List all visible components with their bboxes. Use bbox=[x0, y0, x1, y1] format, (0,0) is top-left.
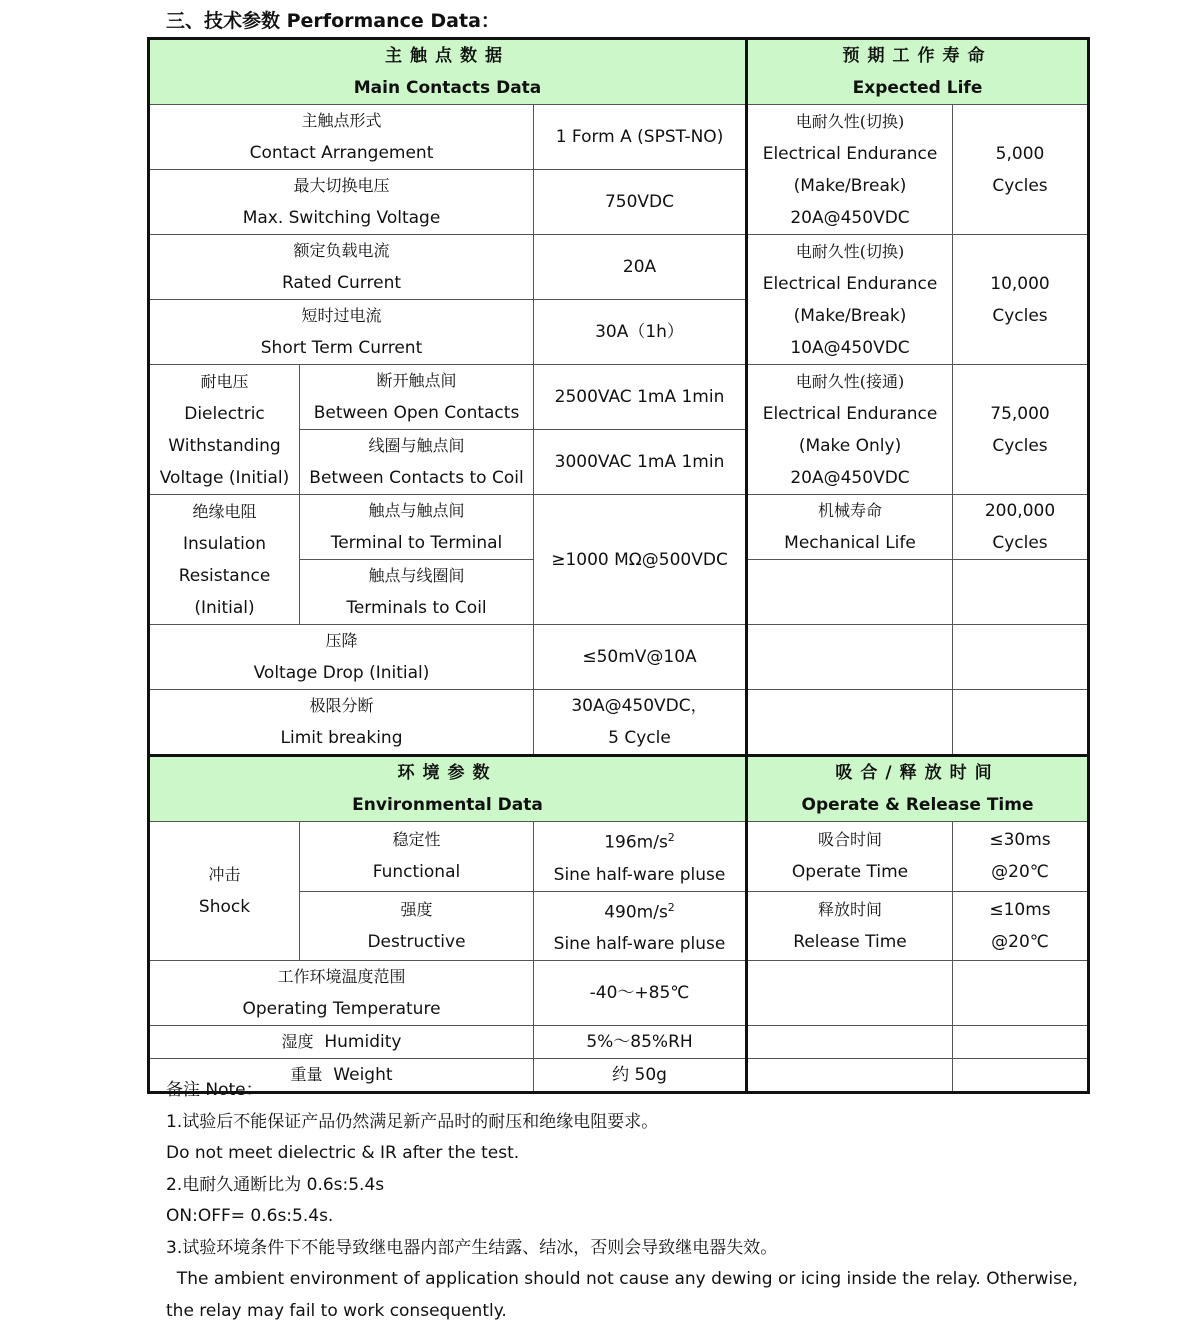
contact-arrangement-label: 主触点形式 Contact Arrangement bbox=[149, 105, 534, 170]
weight-value: 约 50g bbox=[534, 1059, 747, 1093]
shock-destructive-label: 强度 Destructive bbox=[300, 891, 534, 961]
note-line: 2.电耐久通断比为 0.6s:5.4s bbox=[166, 1174, 385, 1195]
limit-breaking-label: 极限分断 Limit breaking bbox=[149, 690, 534, 756]
operate-release-header: 吸合/释放时间 Operate & Release Time bbox=[747, 756, 1089, 822]
life-label-3: 电耐久性(接通) Electrical Endurance (Make Only) 20A@450VDC bbox=[747, 365, 953, 495]
voltage-drop-value: ≤50mV@10A bbox=[534, 625, 747, 690]
main-contacts-header: 主触点数据 Main Contacts Data bbox=[149, 39, 747, 105]
performance-table bbox=[147, 37, 1090, 1094]
mechanical-life-label: 机械寿命 Mechanical Life bbox=[747, 495, 953, 560]
insulation-coil-label: 触点与线圈间 Terminals to Coil bbox=[300, 560, 534, 625]
shock-functional-value: $196m/s^2$ Sine half-ware pluse bbox=[534, 822, 747, 892]
notes-section bbox=[166, 1075, 1078, 1327]
rated-current-value: 20A bbox=[534, 235, 747, 300]
shock-destructive-value: $490m/s^2$ Sine half-ware pluse bbox=[534, 891, 747, 961]
note-line: Do not meet dielectric & IR after the test. bbox=[166, 1143, 520, 1163]
empty-cell bbox=[953, 1026, 1089, 1059]
note-line: The ambient environment of application should not cause any dewing or icing inside the relay. Otherwise, bbox=[166, 1269, 1078, 1289]
limit-breaking-value: 30A@450VDC， 5 Cycle bbox=[534, 690, 747, 756]
life-value-3: 75,000 Cycles bbox=[953, 365, 1089, 495]
contact-arrangement-value: 1 Form A (SPST-NO) bbox=[534, 105, 747, 170]
shock-functional-label: 稳定性 Functional bbox=[300, 822, 534, 892]
mechanical-life-value: 200,000 Cycles bbox=[953, 495, 1089, 560]
note-line: 备注 Note： bbox=[166, 1080, 263, 1100]
max-switching-voltage-value: 750VDC bbox=[534, 170, 747, 235]
voltage-drop-label: 压降 Voltage Drop (Initial) bbox=[149, 625, 534, 690]
weight-label: 重量 Weight bbox=[149, 1059, 534, 1093]
dielectric-open-contacts-label: 断开触点间 Between Open Contacts bbox=[300, 365, 534, 430]
empty-cell bbox=[747, 625, 953, 690]
life-value-1: 5,000 Cycles bbox=[953, 105, 1089, 235]
release-time-label: 释放时间 Release Time bbox=[747, 891, 953, 961]
insulation-terminal-label: 触点与触点间 Terminal to Terminal bbox=[300, 495, 534, 560]
max-switching-voltage-label: 最大切换电压 Max. Switching Voltage bbox=[149, 170, 534, 235]
insulation-label: 绝缘电阻 Insulation Resistance (Initial) bbox=[149, 495, 300, 625]
empty-cell bbox=[953, 560, 1089, 625]
dielectric-contacts-coil-value: 3000VAC 1mA 1min bbox=[534, 430, 747, 495]
humidity-label: 湿度 Humidity bbox=[149, 1026, 534, 1059]
insulation-value: ≥1000 MΩ@500VDC bbox=[534, 495, 747, 625]
note-line: 3.试验环境条件下不能导致继电器内部产生结露、结冰，否则会导致继电器失效。 bbox=[166, 1237, 778, 1258]
section-heading: 三、技术参数 Performance Data： bbox=[166, 10, 500, 32]
note-line: ON:OFF= 0.6s:5.4s. bbox=[166, 1206, 334, 1226]
life-label-1: 电耐久性(切换) Electrical Endurance (Make/Break) 20A@450VDC bbox=[747, 105, 953, 235]
note-line: 1.试验后不能保证产品仍然满足新产品时的耐压和绝缘电阻要求。 bbox=[166, 1111, 659, 1132]
short-term-current-label: 短时过电流 Short Term Current bbox=[149, 300, 534, 365]
empty-cell bbox=[747, 560, 953, 625]
empty-cell bbox=[953, 625, 1089, 690]
empty-cell bbox=[747, 1026, 953, 1059]
note-line: the relay may fail to work consequently. bbox=[166, 1300, 507, 1321]
release-time-value: ≤10ms @20℃ bbox=[953, 891, 1089, 961]
expected-life-header: 预期工作寿命 Expected Life bbox=[747, 39, 1089, 105]
operate-time-label: 吸合时间 Operate Time bbox=[747, 822, 953, 892]
humidity-value: 5%～85%RH bbox=[534, 1026, 747, 1059]
life-label-2: 电耐久性(切换) Electrical Endurance (Make/Break) 10A@450VDC bbox=[747, 235, 953, 365]
operating-temperature-value: -40～+85℃ bbox=[534, 961, 747, 1026]
empty-cell bbox=[747, 961, 953, 1026]
operate-time-value: ≤30ms @20℃ bbox=[953, 822, 1089, 892]
empty-cell bbox=[747, 690, 953, 756]
rated-current-label: 额定负载电流 Rated Current bbox=[149, 235, 534, 300]
life-value-2: 10,000 Cycles bbox=[953, 235, 1089, 365]
environmental-header: 环境参数 Environmental Data bbox=[149, 756, 747, 822]
shock-label: 冲击 Shock bbox=[149, 822, 300, 961]
empty-cell bbox=[953, 961, 1089, 1026]
empty-cell bbox=[953, 690, 1089, 756]
short-term-current-value: 30A（1h） bbox=[534, 300, 747, 365]
dielectric-label: 耐电压 Dielectric Withstanding Voltage (Initial) bbox=[149, 365, 300, 495]
dielectric-open-contacts-value: 2500VAC 1mA 1min bbox=[534, 365, 747, 430]
operating-temperature-label: 工作环境温度范围 Operating Temperature bbox=[149, 961, 534, 1026]
dielectric-contacts-coil-label: 线圈与触点间 Between Contacts to Coil bbox=[300, 430, 534, 495]
